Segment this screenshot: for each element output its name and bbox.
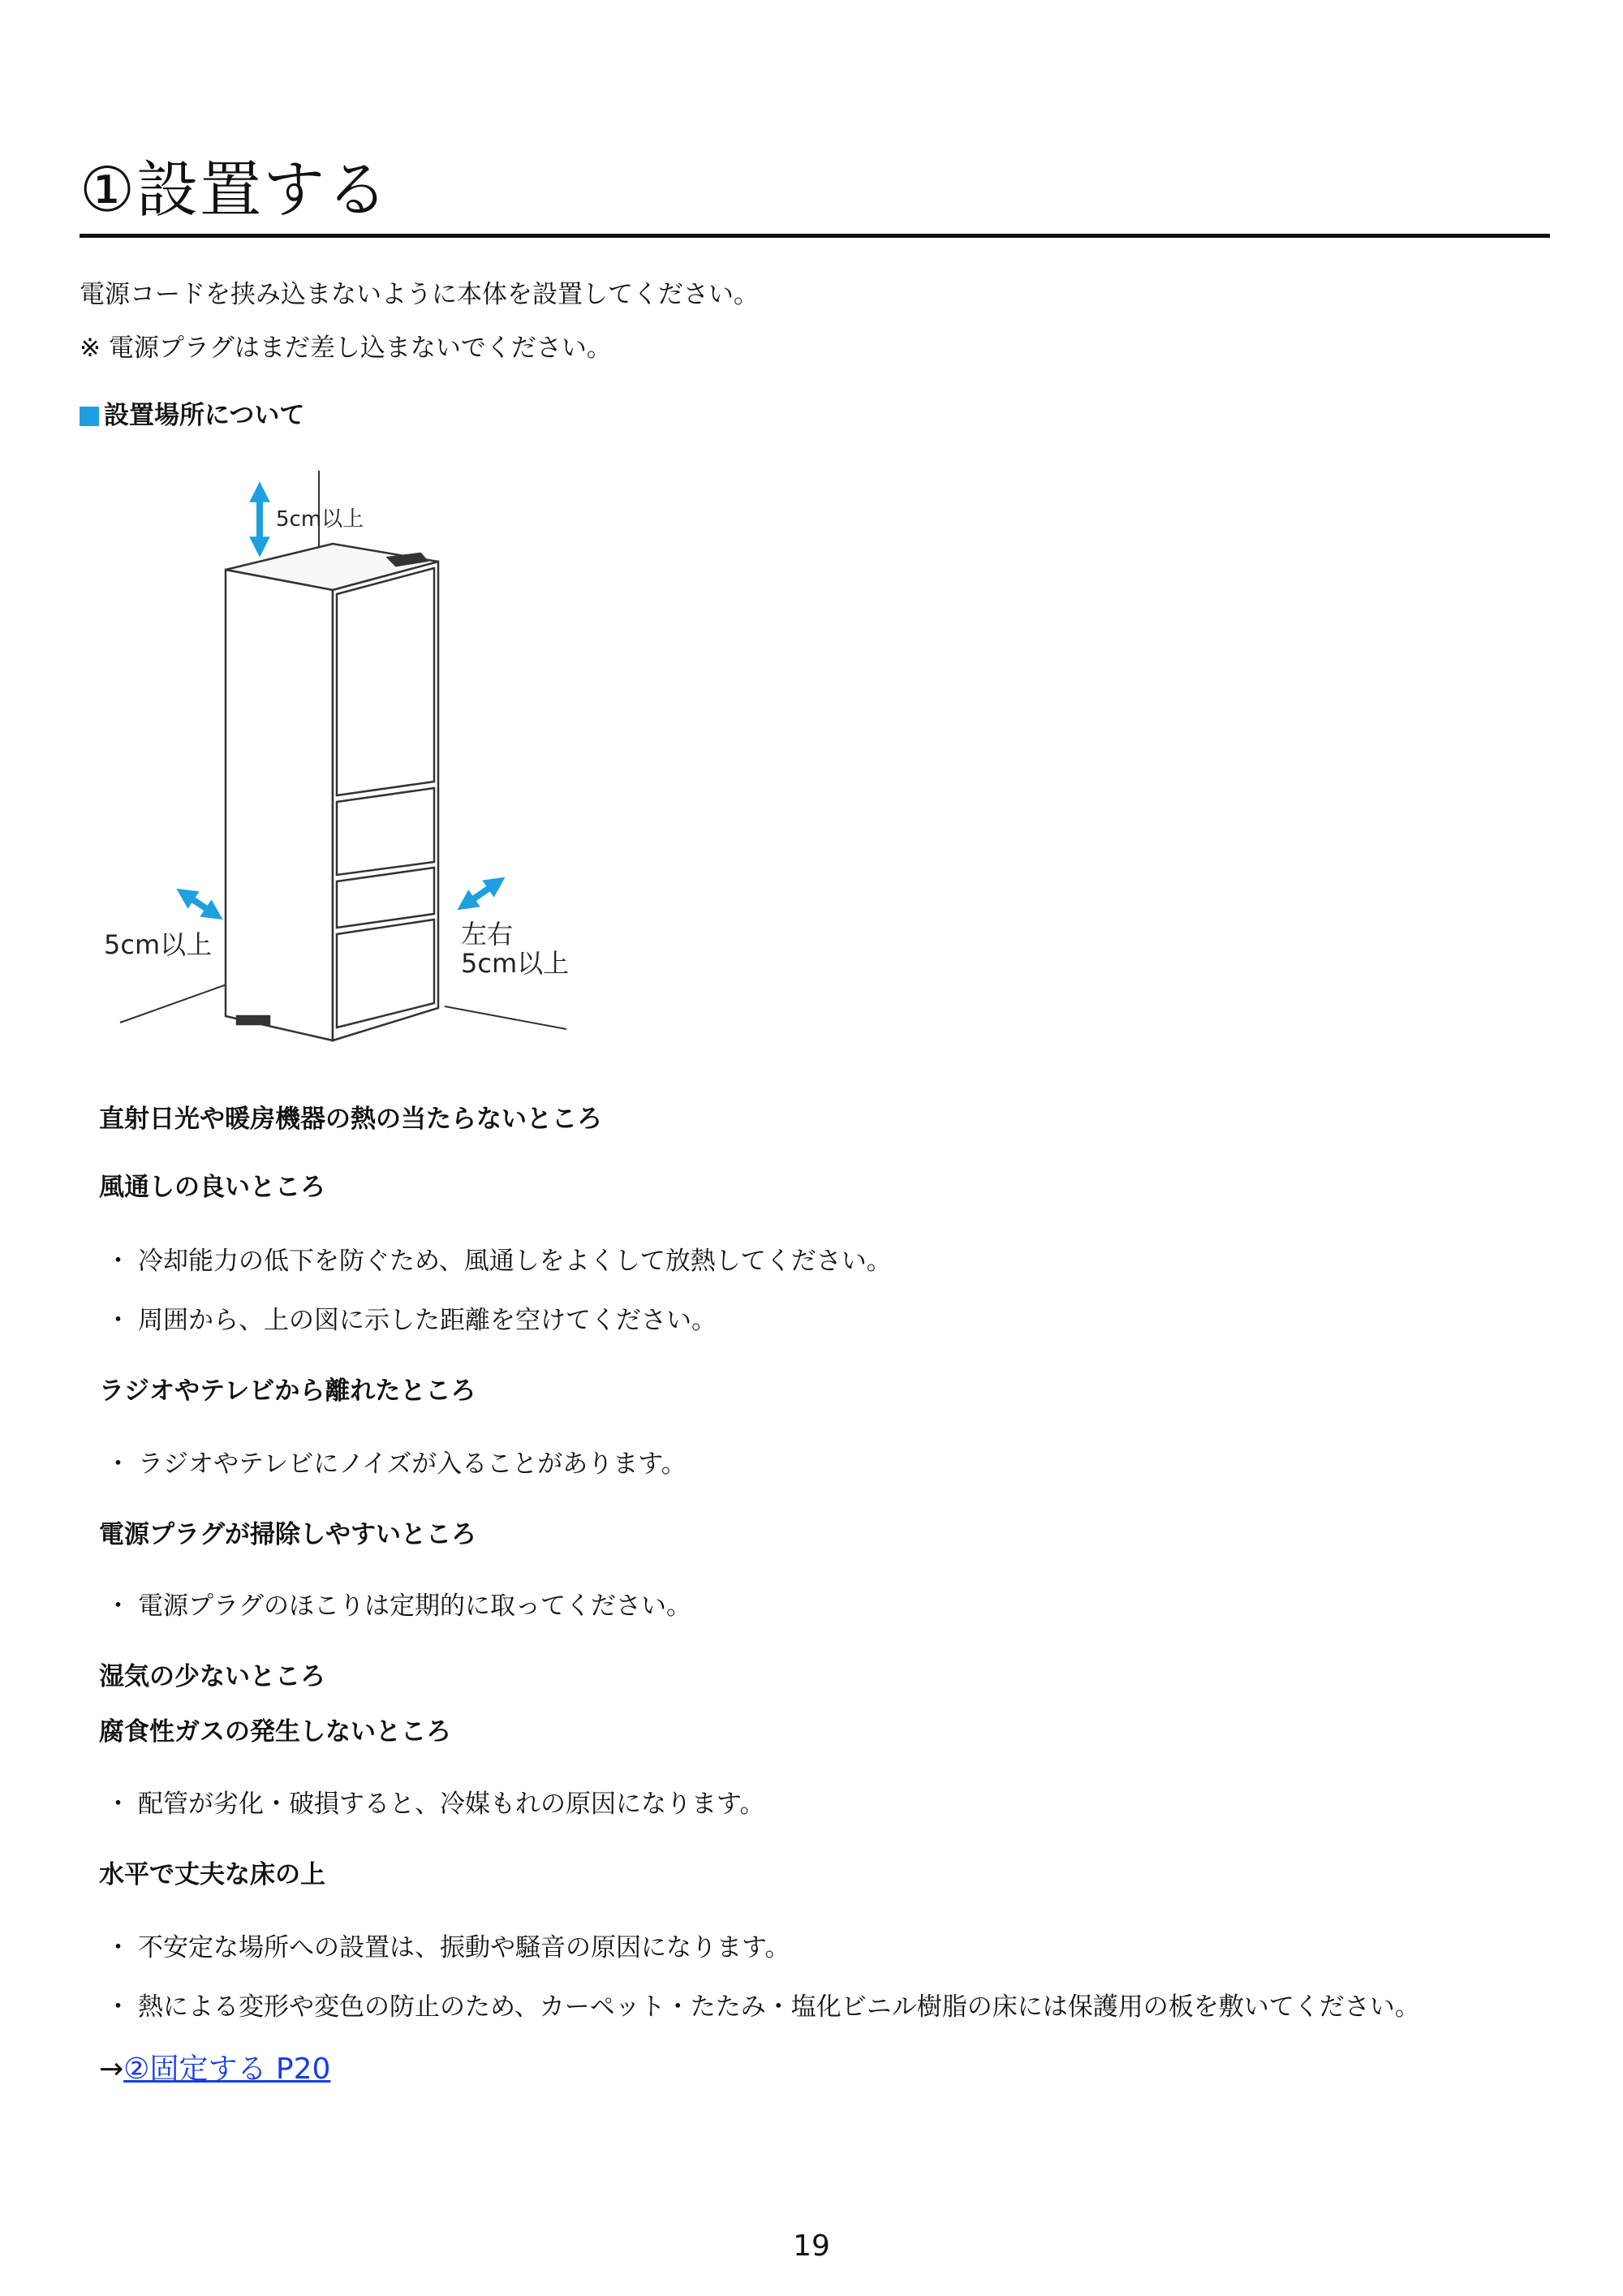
back-clearance-label: 5cm以上 [104,929,213,960]
bullet-mark: ・ [105,1247,131,1276]
title-underline [80,234,1550,238]
square-bullet-icon [80,407,99,426]
bullet-text: 周囲から、上の図に示した距離を空けてください。 [138,1306,717,1335]
item-heading: ラジオやテレビから離れたところ [99,1376,476,1406]
item-heading: 湿気の少ないところ [99,1662,325,1691]
section-heading-label: 設置場所について [104,401,305,430]
page-title: ①設置する [80,153,390,226]
item-heading: 直射日光や暖房機器の熱の当たらないところ [99,1105,602,1134]
bullet-text: 冷却能力の低下を防ぐため、風通しをよくして放熱してください。 [138,1247,892,1276]
refrigerator-illustration [226,544,438,1040]
bullet-item [105,1308,717,1333]
bullet-text: ラジオやテレビにノイズが入ることがあります。 [138,1450,687,1479]
bullet-item [105,1792,765,1817]
item-heading: 電源プラグが掃除しやすいところ [99,1520,476,1549]
bullet-item [105,1992,1420,2022]
page-number: 19 [793,2229,830,2263]
side-clearance-arrow [466,883,497,904]
fridge-foot [237,1016,269,1024]
floor-line-right [445,1006,566,1029]
bullet-mark: ・ [105,1592,131,1621]
bullet-mark: ・ [105,1992,131,2022]
bullet-mark: ・ [105,1306,131,1335]
side-clearance-label-2: 5cm以上 [461,948,570,979]
cross-reference [99,2055,330,2084]
top-clearance-label: 5cm以上 [276,507,364,532]
back-clearance-arrow [185,894,214,914]
bullet-item [105,1594,691,1619]
bullet-text: 熱による変形や変色の防止のため、カーペット・たたみ・塩化ビニル樹脂の床には保護用の板を敷いてください。 [138,1992,1420,2022]
bullet-text: 電源プラグのほこりは定期的に取ってください。 [138,1592,691,1621]
item-heading: 風通しの良いところ [99,1173,325,1202]
item-heading: 腐食性ガスの発生しないところ [99,1717,451,1747]
bullet-item [105,1452,687,1477]
installation-clearance-diagram [0,454,617,1055]
bullet-mark: ・ [105,1790,131,1819]
intro-text: 電源コードを挟み込まないように本体を設置してください。 [80,280,759,309]
section-heading [80,403,304,429]
bullet-item [105,1249,892,1274]
bullet-text: 不安定な場所への設置は、振動や騒音の原因になります。 [138,1933,790,1962]
bullet-mark: ・ [105,1450,131,1479]
side-clearance-label-1: 左右 [461,919,514,950]
bullet-item [105,1933,790,1962]
intro-note: ※ 電源プラグはまだ差し込まないでください。 [80,334,612,363]
fridge-side [226,570,333,1040]
bullet-mark: ・ [105,1933,131,1962]
fix-page-link[interactable]: ②固定する P20 [123,2053,331,2086]
item-heading: 水平で丈夫な床の上 [99,1860,325,1889]
right-arrow-icon: → [99,2053,124,2086]
floor-line-left [120,984,229,1023]
bullet-text: 配管が劣化・破損すると、冷媒もれの原因になります。 [138,1790,765,1819]
